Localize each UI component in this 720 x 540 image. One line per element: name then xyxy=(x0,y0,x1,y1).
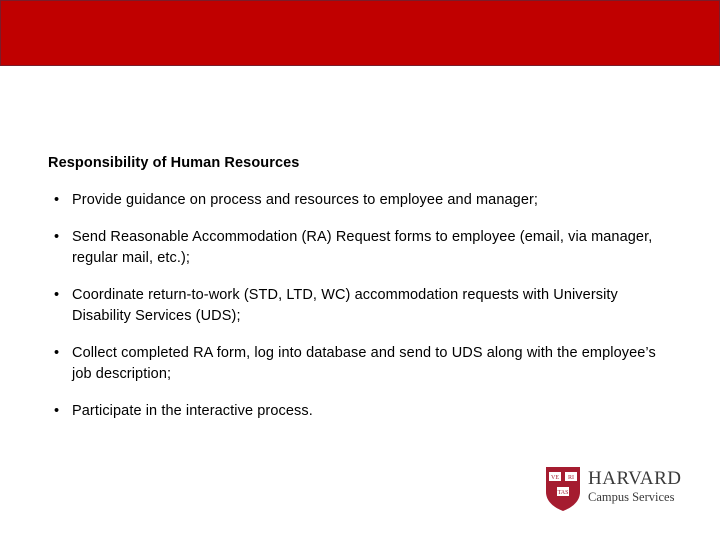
shield-text-ri: RI xyxy=(568,475,574,481)
bullet-dot: • xyxy=(54,287,60,303)
bullet-dot: • xyxy=(54,229,60,245)
bullet-item xyxy=(48,343,668,385)
bullet-item xyxy=(48,401,668,422)
bullet-text: Collect completed RA form, log into database and send to UDS along with the employee’s job description; xyxy=(72,345,656,382)
shield-text-ve: VE xyxy=(551,475,559,481)
bullet-list xyxy=(48,190,668,422)
bullet-text: Participate in the interactive process. xyxy=(72,403,313,419)
harvard-shield-icon xyxy=(545,466,581,512)
bullet-text: Send Reasonable Accommodation (RA) Request forms to employee (email, via manager, regular mail, etc.); xyxy=(72,229,653,266)
top-banner xyxy=(0,0,720,66)
logo-subtitle: Campus Services xyxy=(588,490,675,504)
shield-text-tas: TAS xyxy=(557,490,569,496)
bullet-dot: • xyxy=(54,192,60,208)
bullet-dot: • xyxy=(54,345,60,361)
slide-content xyxy=(48,152,668,438)
bullet-text: Provide guidance on process and resources to employee and manager; xyxy=(72,192,539,208)
bullet-item xyxy=(48,285,668,327)
slide-heading: Responsibility of Human Resources xyxy=(48,155,300,171)
harvard-campus-services-logo xyxy=(545,466,695,512)
bullet-text: Coordinate return-to-work (STD, LTD, WC) accommodation requests with University Disability Services (UDS); xyxy=(72,287,618,324)
bullet-item xyxy=(48,227,668,269)
bullet-item xyxy=(48,190,668,211)
logo-title: HARVARD xyxy=(588,468,682,489)
bullet-dot: • xyxy=(54,403,60,419)
